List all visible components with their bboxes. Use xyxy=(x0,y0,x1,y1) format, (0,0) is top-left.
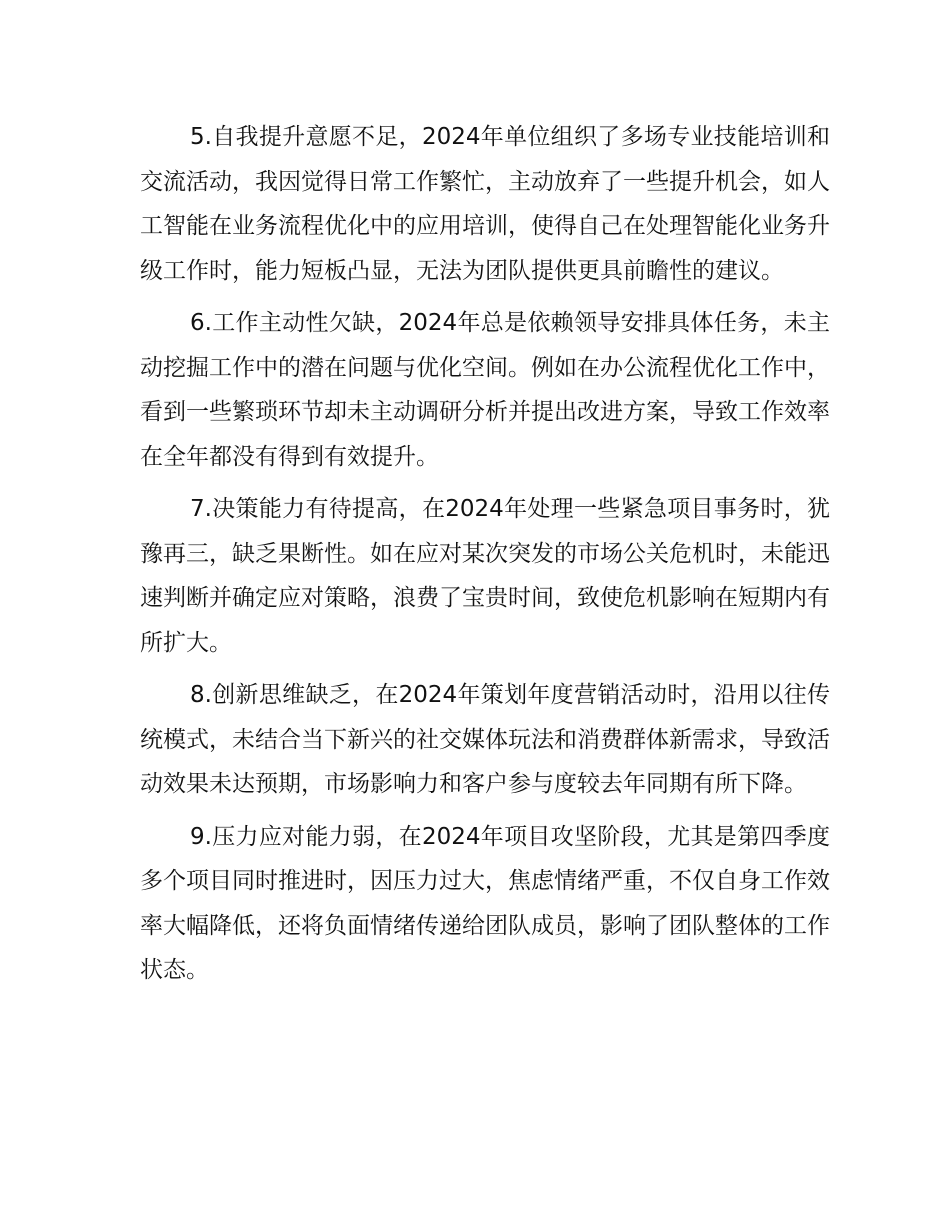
paragraph-item-9: 9.压力应对能力弱，在2024年项目攻坚阶段，尤其是第四季度多个项目同时推进时，因压力过大，焦虑情绪严重，不仅自身工作效率大幅降低，还将负面情绪传递给团队成员，影响了团队整体的工作状态。 xyxy=(140,823,830,983)
paragraph-item-6: 6.工作主动性欠缺，2024年总是依赖领导安排具体任务，未主动挖掘工作中的潜在问题与优化空间。例如在办公流程优化工作中，看到一些繁琐环节却未主动调研分析并提出改进方案，导致工作效率在全年都没有得到有效提升。 xyxy=(140,310,830,470)
document-body xyxy=(140,115,830,1001)
paragraph-item-7: 7.决策能力有待提高，在2024年处理一些紧急项目事务时，犹豫再三，缺乏果断性。如在应对某次突发的市场公关危机时，未能迅速判断并确定应对策略，浪费了宝贵时间，致使危机影响在短期内有所扩大。 xyxy=(140,496,830,656)
paragraph-item-8: 8.创新思维缺乏，在2024年策划年度营销活动时，沿用以往传统模式，未结合当下新兴的社交媒体玩法和消费群体新需求，导致活动效果未达预期，市场影响力和客户参与度较去年同期有所下降。 xyxy=(140,682,830,797)
paragraph-item-5: 5.自我提升意愿不足，2024年单位组织了多场专业技能培训和交流活动，我因觉得日常工作繁忙，主动放弃了一些提升机会，如人工智能在业务流程优化中的应用培训，使得自己在处理智能化业务升级工作时，能力短板凸显，无法为团队提供更具前瞻性的建议。 xyxy=(140,124,830,284)
